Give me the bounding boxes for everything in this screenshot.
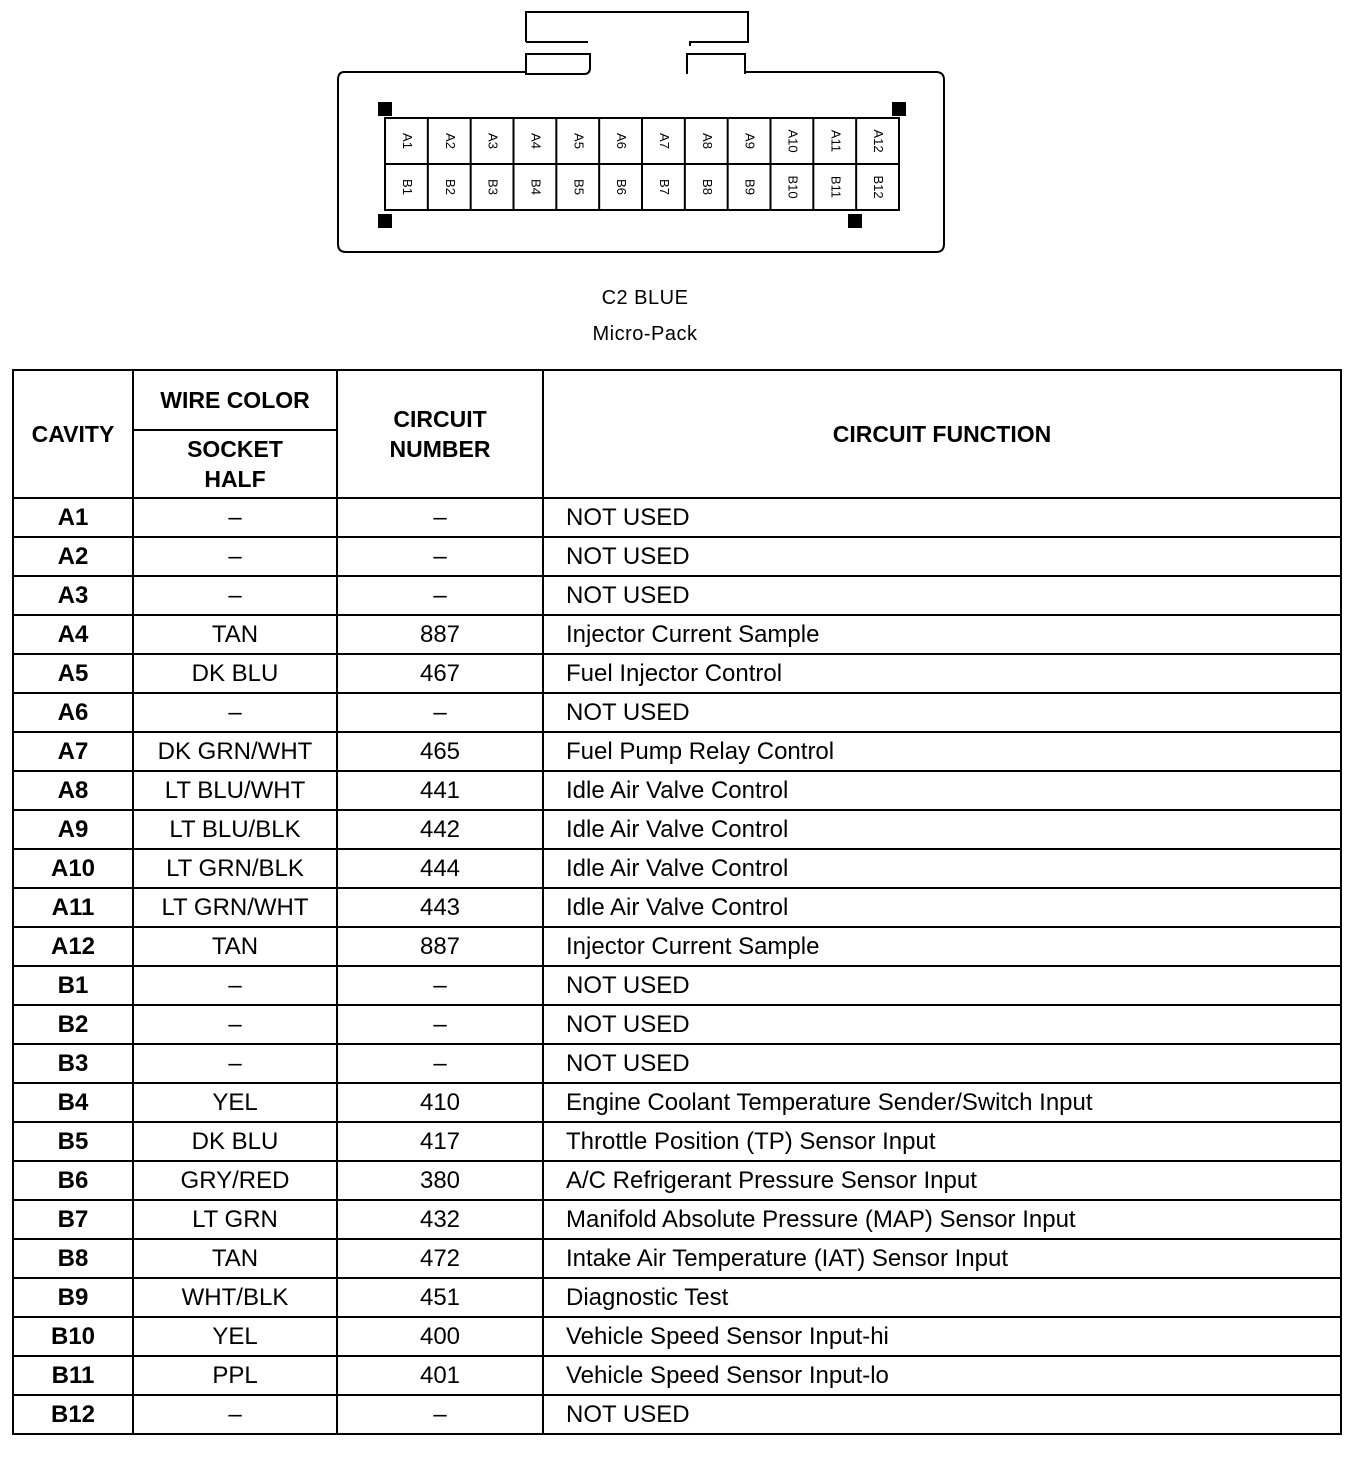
- cell-cavity: A1: [13, 498, 133, 537]
- pin-label-b3: B3: [485, 179, 501, 195]
- cell-circuit-function: Injector Current Sample: [543, 927, 1341, 966]
- cell-wire-color: LT BLU/BLK: [133, 810, 337, 849]
- cell-circuit-function: NOT USED: [543, 1005, 1341, 1044]
- cell-circuit-function: Manifold Absolute Pressure (MAP) Sensor Input: [543, 1200, 1341, 1239]
- table-row: [13, 615, 1341, 654]
- cell-circuit-function: Fuel Pump Relay Control: [543, 732, 1341, 771]
- pin-label-a5: A5: [571, 133, 587, 149]
- pin-label-a4: A4: [528, 133, 544, 149]
- cell-wire-color: PPL: [133, 1356, 337, 1395]
- table-row: [13, 1317, 1341, 1356]
- cell-circuit-function: Injector Current Sample: [543, 615, 1341, 654]
- cell-circuit-number: –: [337, 966, 543, 1005]
- cell-circuit-number: –: [337, 1395, 543, 1434]
- pin-label-a12: A12: [871, 129, 887, 153]
- cell-circuit-function: NOT USED: [543, 537, 1341, 576]
- cell-cavity: A3: [13, 576, 133, 615]
- cell-cavity: B7: [13, 1200, 133, 1239]
- cell-circuit-number: 887: [337, 615, 543, 654]
- cell-circuit-function: NOT USED: [543, 966, 1341, 1005]
- cell-cavity: A11: [13, 888, 133, 927]
- cell-circuit-function: Idle Air Valve Control: [543, 849, 1341, 888]
- cell-circuit-function: NOT USED: [543, 693, 1341, 732]
- table-row: [13, 888, 1341, 927]
- cell-circuit-number: 400: [337, 1317, 543, 1356]
- cell-wire-color: –: [133, 537, 337, 576]
- pin-label-a11: A11: [828, 129, 844, 153]
- cell-wire-color: YEL: [133, 1083, 337, 1122]
- cell-circuit-number: 410: [337, 1083, 543, 1122]
- cell-cavity: A2: [13, 537, 133, 576]
- cell-wire-color: –: [133, 498, 337, 537]
- cell-circuit-function: A/C Refrigerant Pressure Sensor Input: [543, 1161, 1341, 1200]
- cell-circuit-function: Idle Air Valve Control: [543, 888, 1341, 927]
- table-row: [13, 537, 1341, 576]
- connector-name: C2 BLUE: [601, 287, 689, 309]
- pin-label-a8: A8: [699, 133, 715, 149]
- pin-label-b2: B2: [442, 179, 458, 195]
- table-row: [13, 1122, 1341, 1161]
- table-row: [13, 1044, 1341, 1083]
- cell-cavity: B2: [13, 1005, 133, 1044]
- cell-cavity: A8: [13, 771, 133, 810]
- cell-cavity: A5: [13, 654, 133, 693]
- cell-wire-color: LT GRN: [133, 1200, 337, 1239]
- cell-wire-color: DK GRN/WHT: [133, 732, 337, 771]
- cell-circuit-function: Idle Air Valve Control: [543, 771, 1341, 810]
- table-row: [13, 1083, 1341, 1122]
- table-row: [13, 1356, 1341, 1395]
- cell-cavity: A7: [13, 732, 133, 771]
- header-circuit-function: CIRCUIT FUNCTION: [543, 370, 1341, 498]
- table-row: [13, 771, 1341, 810]
- connector-latch: [526, 54, 590, 74]
- cell-circuit-number: 380: [337, 1161, 543, 1200]
- table-row: [13, 732, 1341, 771]
- cell-circuit-function: NOT USED: [543, 498, 1341, 537]
- pin-label-a2: A2: [442, 133, 458, 149]
- cell-wire-color: TAN: [133, 927, 337, 966]
- pin-label-a6: A6: [614, 133, 630, 149]
- cell-cavity: B1: [13, 966, 133, 1005]
- cell-cavity: B9: [13, 1278, 133, 1317]
- cell-cavity: B4: [13, 1083, 133, 1122]
- cell-circuit-number: 442: [337, 810, 543, 849]
- corner-key: [378, 102, 392, 116]
- cell-cavity: B12: [13, 1395, 133, 1434]
- cell-wire-color: –: [133, 693, 337, 732]
- pin-label-b8: B8: [699, 179, 715, 195]
- cell-circuit-number: 887: [337, 927, 543, 966]
- header-socket-half-text: SOCKET HALF: [187, 436, 283, 492]
- table-row: [13, 810, 1341, 849]
- cell-circuit-function: NOT USED: [543, 1044, 1341, 1083]
- cell-circuit-number: 451: [337, 1278, 543, 1317]
- header-socket-half: [133, 430, 337, 498]
- cell-circuit-number: 417: [337, 1122, 543, 1161]
- cell-circuit-number: 472: [337, 1239, 543, 1278]
- table-row: [13, 1005, 1341, 1044]
- cell-cavity: B3: [13, 1044, 133, 1083]
- cell-circuit-number: 443: [337, 888, 543, 927]
- cell-cavity: A6: [13, 693, 133, 732]
- cell-cavity: B5: [13, 1122, 133, 1161]
- connector-type: Micro-Pack: [592, 323, 698, 345]
- pin-label-b6: B6: [614, 179, 630, 195]
- table-row: [13, 654, 1341, 693]
- cell-circuit-number: –: [337, 1005, 543, 1044]
- pin-label-b1: B1: [399, 179, 415, 195]
- cell-wire-color: DK BLU: [133, 654, 337, 693]
- cell-cavity: B8: [13, 1239, 133, 1278]
- cell-circuit-function: Throttle Position (TP) Sensor Input: [543, 1122, 1341, 1161]
- cell-circuit-function: Fuel Injector Control: [543, 654, 1341, 693]
- table-row: [13, 1278, 1341, 1317]
- pin-label-a7: A7: [656, 133, 672, 149]
- table-row: [13, 966, 1341, 1005]
- cell-cavity: A9: [13, 810, 133, 849]
- pinout-table: [12, 369, 1342, 1435]
- cell-wire-color: TAN: [133, 1239, 337, 1278]
- cell-wire-color: –: [133, 1044, 337, 1083]
- table-row: [13, 849, 1341, 888]
- cell-wire-color: YEL: [133, 1317, 337, 1356]
- pin-label-b11: B11: [828, 175, 844, 199]
- table-row: [13, 1200, 1341, 1239]
- cell-cavity: A12: [13, 927, 133, 966]
- pin-label-b4: B4: [528, 179, 544, 195]
- table-row: [13, 1161, 1341, 1200]
- cell-cavity: B10: [13, 1317, 133, 1356]
- cell-circuit-number: –: [337, 693, 543, 732]
- pin-label-a1: A1: [399, 133, 415, 149]
- cell-wire-color: TAN: [133, 615, 337, 654]
- pin-label-a9: A9: [742, 133, 758, 149]
- cell-circuit-function: Engine Coolant Temperature Sender/Switch Input: [543, 1083, 1341, 1122]
- cell-circuit-number: 467: [337, 654, 543, 693]
- connector-tab: [526, 12, 748, 46]
- cell-circuit-number: 401: [337, 1356, 543, 1395]
- cell-wire-color: –: [133, 576, 337, 615]
- cell-circuit-number: 444: [337, 849, 543, 888]
- corner-key: [378, 214, 392, 228]
- pin-label-a3: A3: [485, 133, 501, 149]
- cell-wire-color: –: [133, 966, 337, 1005]
- cell-circuit-number: –: [337, 576, 543, 615]
- cell-cavity: B11: [13, 1356, 133, 1395]
- table-row: [13, 693, 1341, 732]
- cell-cavity: A10: [13, 849, 133, 888]
- cell-circuit-number: –: [337, 498, 543, 537]
- corner-key: [848, 214, 862, 228]
- cell-wire-color: LT GRN/WHT: [133, 888, 337, 927]
- cell-circuit-number: 432: [337, 1200, 543, 1239]
- cell-circuit-function: NOT USED: [543, 1395, 1341, 1434]
- cell-cavity: B6: [13, 1161, 133, 1200]
- cell-circuit-number: –: [337, 1044, 543, 1083]
- cell-circuit-function: Vehicle Speed Sensor Input-hi: [543, 1317, 1341, 1356]
- cell-wire-color: –: [133, 1005, 337, 1044]
- table-row: [13, 1239, 1341, 1278]
- pin-label-b9: B9: [742, 179, 758, 195]
- cell-circuit-number: 465: [337, 732, 543, 771]
- table-row: [13, 927, 1341, 966]
- pin-label-b10: B10: [785, 175, 801, 199]
- connector-diagram: [330, 6, 950, 262]
- pin-label-a10: A10: [785, 129, 801, 153]
- pin-label-b12: B12: [871, 175, 887, 199]
- cell-wire-color: DK BLU: [133, 1122, 337, 1161]
- corner-key: [892, 102, 906, 116]
- cell-circuit-number: 441: [337, 771, 543, 810]
- cell-circuit-function: Idle Air Valve Control: [543, 810, 1341, 849]
- cell-wire-color: –: [133, 1395, 337, 1434]
- connector-latch: [687, 54, 745, 74]
- cell-wire-color: GRY/RED: [133, 1161, 337, 1200]
- header-circuit-number-text: CIRCUIT NUMBER: [389, 406, 491, 462]
- table-row: [13, 1395, 1341, 1434]
- connector-caption: [540, 280, 750, 352]
- header-circuit-number: [337, 370, 543, 498]
- pin-label-b5: B5: [571, 179, 587, 195]
- cell-circuit-function: NOT USED: [543, 576, 1341, 615]
- cell-wire-color: LT GRN/BLK: [133, 849, 337, 888]
- header-cavity: CAVITY: [13, 370, 133, 498]
- cell-wire-color: LT BLU/WHT: [133, 771, 337, 810]
- cell-circuit-function: Vehicle Speed Sensor Input-lo: [543, 1356, 1341, 1395]
- cell-circuit-function: Intake Air Temperature (IAT) Sensor Input: [543, 1239, 1341, 1278]
- cell-wire-color: WHT/BLK: [133, 1278, 337, 1317]
- cell-circuit-function: Diagnostic Test: [543, 1278, 1341, 1317]
- pin-label-b7: B7: [656, 179, 672, 195]
- table-row: [13, 576, 1341, 615]
- cell-cavity: A4: [13, 615, 133, 654]
- table-row: [13, 498, 1341, 537]
- header-wire-color: WIRE COLOR: [133, 370, 337, 430]
- cell-circuit-number: –: [337, 537, 543, 576]
